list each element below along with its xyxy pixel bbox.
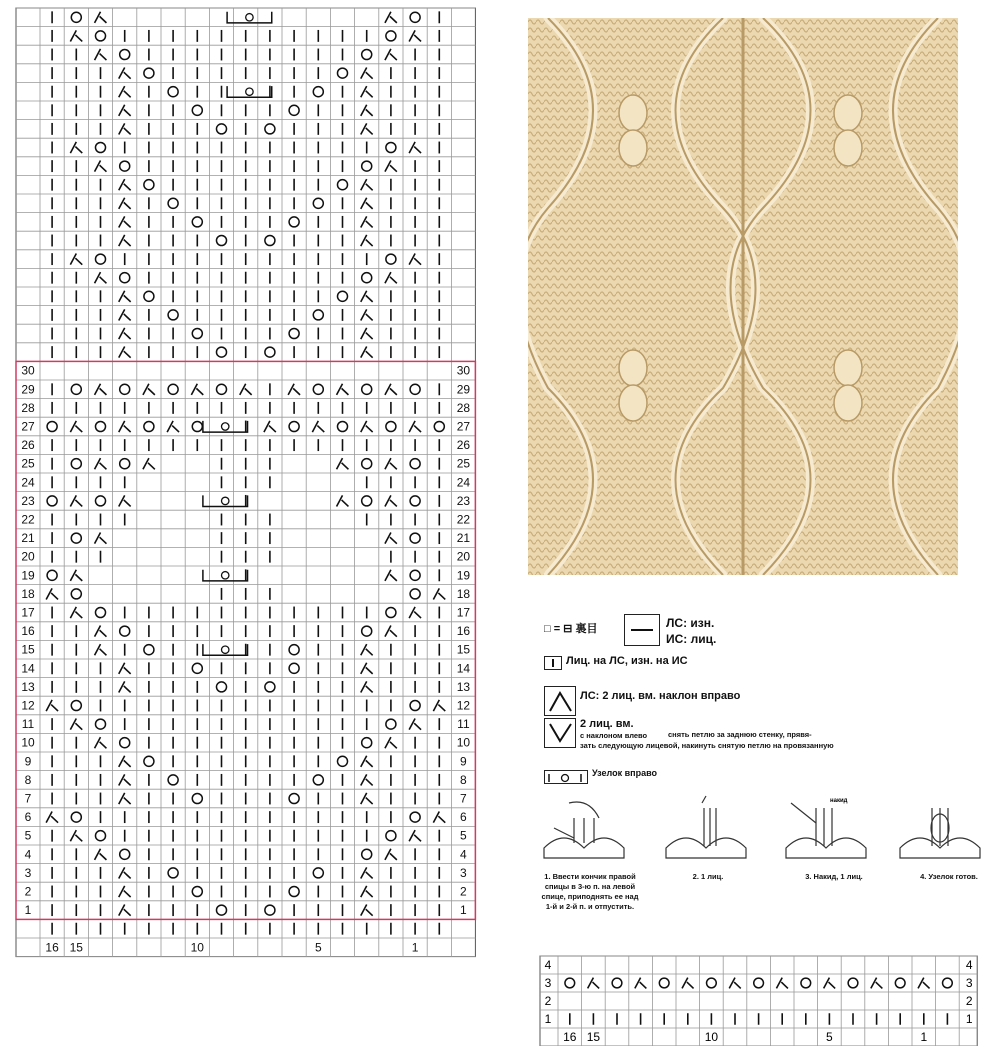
purl-line-box xyxy=(624,614,660,646)
row-number-left: 2 xyxy=(24,884,32,899)
legend-right-dec: ЛС: 2 лиц. вм. наклон вправо xyxy=(580,690,741,702)
row-number-left: 25 xyxy=(21,456,35,471)
row-number-right: 3 xyxy=(460,865,467,880)
left-dec-icon xyxy=(544,718,576,748)
legend-empty-eq: □ = ⊟ 裏目 xyxy=(544,623,598,635)
mini-row-number-left: 1 xyxy=(544,1012,552,1026)
row-number-left: 19 xyxy=(21,568,35,583)
knot-icon xyxy=(544,770,588,784)
row-number-right: 8 xyxy=(460,772,467,787)
row-number-left: 24 xyxy=(21,475,35,490)
mini-row-number-right: 2 xyxy=(965,994,973,1008)
row-number-left: 22 xyxy=(21,512,35,527)
row-number-left: 5 xyxy=(24,828,32,843)
row-number-left: 15 xyxy=(21,642,35,657)
column-number: 15 xyxy=(69,940,83,955)
row-number-right: 7 xyxy=(460,791,467,806)
knot-step-illustrations xyxy=(538,788,998,868)
mini-column-number: 10 xyxy=(704,1030,719,1044)
row-number-right: 28 xyxy=(456,400,471,415)
row-number-right: 15 xyxy=(456,642,471,657)
row-number-right: 4 xyxy=(460,847,467,862)
row-number-right: 23 xyxy=(456,493,471,508)
mini-knitting-chart xyxy=(538,950,984,1046)
mini-column-number: 1 xyxy=(920,1030,928,1044)
mini-row-number-left: 2 xyxy=(544,994,552,1008)
row-number-right: 6 xyxy=(460,810,467,825)
column-number: 1 xyxy=(411,940,419,955)
row-number-right: 17 xyxy=(456,605,471,620)
row-number-right: 27 xyxy=(456,419,471,434)
row-number-left: 14 xyxy=(21,661,35,676)
legend-knit-label: Лиц. на ЛС, изн. на ИС xyxy=(566,655,688,667)
row-number-right: 19 xyxy=(456,568,471,583)
mini-column-number: 5 xyxy=(826,1030,833,1044)
right-dec-icon xyxy=(544,686,576,716)
row-number-right: 20 xyxy=(456,549,471,564)
column-number: 10 xyxy=(190,940,204,955)
step1-caption: 1. Ввести кончик правой спицы в 3-ю п. на левой спице, приподнять ее над 1-й и 2-й п. и отпустить. xyxy=(541,872,639,911)
row-number-right: 5 xyxy=(460,828,467,843)
row-number-left: 9 xyxy=(24,754,32,769)
knit-symbol-box xyxy=(544,656,562,670)
nakid-tag: накид xyxy=(830,798,848,804)
mini-row-number-left: 3 xyxy=(544,976,552,990)
row-number-left: 4 xyxy=(24,847,32,862)
row-number-right: 13 xyxy=(456,679,471,694)
row-number-left: 17 xyxy=(21,605,35,620)
row-number-left: 21 xyxy=(21,531,35,546)
step4-caption: 4. Узелок готов. xyxy=(920,872,978,881)
row-number-right: 29 xyxy=(456,382,471,397)
row-number-right: 26 xyxy=(456,438,471,453)
row-number-right: 14 xyxy=(456,661,471,676)
row-number-left: 11 xyxy=(21,717,35,732)
legend-is-lits: ИС: лиц. xyxy=(666,632,717,646)
row-number-right: 21 xyxy=(456,531,471,546)
row-number-left: 30 xyxy=(21,363,35,378)
legend-left-dec-1: 2 лиц. вм. xyxy=(580,718,634,730)
row-number-right: 11 xyxy=(457,717,470,732)
row-number-left: 8 xyxy=(24,772,32,787)
row-number-left: 18 xyxy=(21,586,35,601)
row-number-left: 10 xyxy=(21,735,35,750)
row-number-right: 25 xyxy=(456,456,471,471)
row-number-left: 13 xyxy=(21,679,35,694)
row-number-right: 30 xyxy=(456,363,471,378)
mini-column-number: 16 xyxy=(563,1030,577,1044)
row-number-right: 24 xyxy=(456,475,471,490)
main-knitting-chart xyxy=(0,0,520,1000)
row-number-left: 7 xyxy=(24,791,32,806)
mini-row-number-right: 4 xyxy=(965,958,973,972)
row-number-right: 12 xyxy=(456,698,471,713)
legend-ls-izn: ЛС: изн. xyxy=(666,616,715,630)
column-number: 16 xyxy=(45,940,59,955)
mini-row-number-left: 4 xyxy=(544,958,552,972)
row-number-right: 1 xyxy=(460,903,467,918)
row-number-right: 16 xyxy=(456,624,471,639)
column-number: 5 xyxy=(314,940,322,955)
row-number-left: 1 xyxy=(24,903,32,918)
row-number-left: 20 xyxy=(21,549,35,564)
row-number-left: 3 xyxy=(24,865,32,880)
legend xyxy=(538,610,998,940)
row-number-right: 22 xyxy=(456,512,471,527)
row-number-right: 10 xyxy=(456,735,471,750)
mini-row-number-right: 1 xyxy=(965,1012,973,1026)
legend-left-dec-2: с наклоном влево xyxy=(580,731,648,740)
mini-column-number: 15 xyxy=(586,1030,601,1044)
row-number-left: 23 xyxy=(21,493,35,508)
legend-knot-label: Узелок вправо xyxy=(592,768,657,778)
legend-left-dec-note1: снять петлю за заднюю стенку, прявя- xyxy=(668,730,812,739)
row-number-right: 2 xyxy=(460,884,467,899)
step2-caption: 2. 1 лиц. xyxy=(692,872,724,881)
knitted-lace-photo xyxy=(528,18,958,575)
row-number-left: 29 xyxy=(21,382,35,397)
row-number-left: 26 xyxy=(21,438,35,453)
row-number-right: 9 xyxy=(460,754,467,769)
legend-left-dec-note2: зать следующую лицевой, накинуть снятую петлю на провязанную xyxy=(580,741,834,750)
row-number-left: 27 xyxy=(21,419,35,434)
row-number-right: 18 xyxy=(456,586,471,601)
row-number-left: 6 xyxy=(24,810,32,825)
mini-row-number-right: 3 xyxy=(965,976,973,990)
row-number-left: 28 xyxy=(21,400,35,415)
row-number-left: 12 xyxy=(21,698,35,713)
row-number-left: 16 xyxy=(21,624,35,639)
step3-caption: 3. Накид, 1 лиц. xyxy=(805,872,863,881)
